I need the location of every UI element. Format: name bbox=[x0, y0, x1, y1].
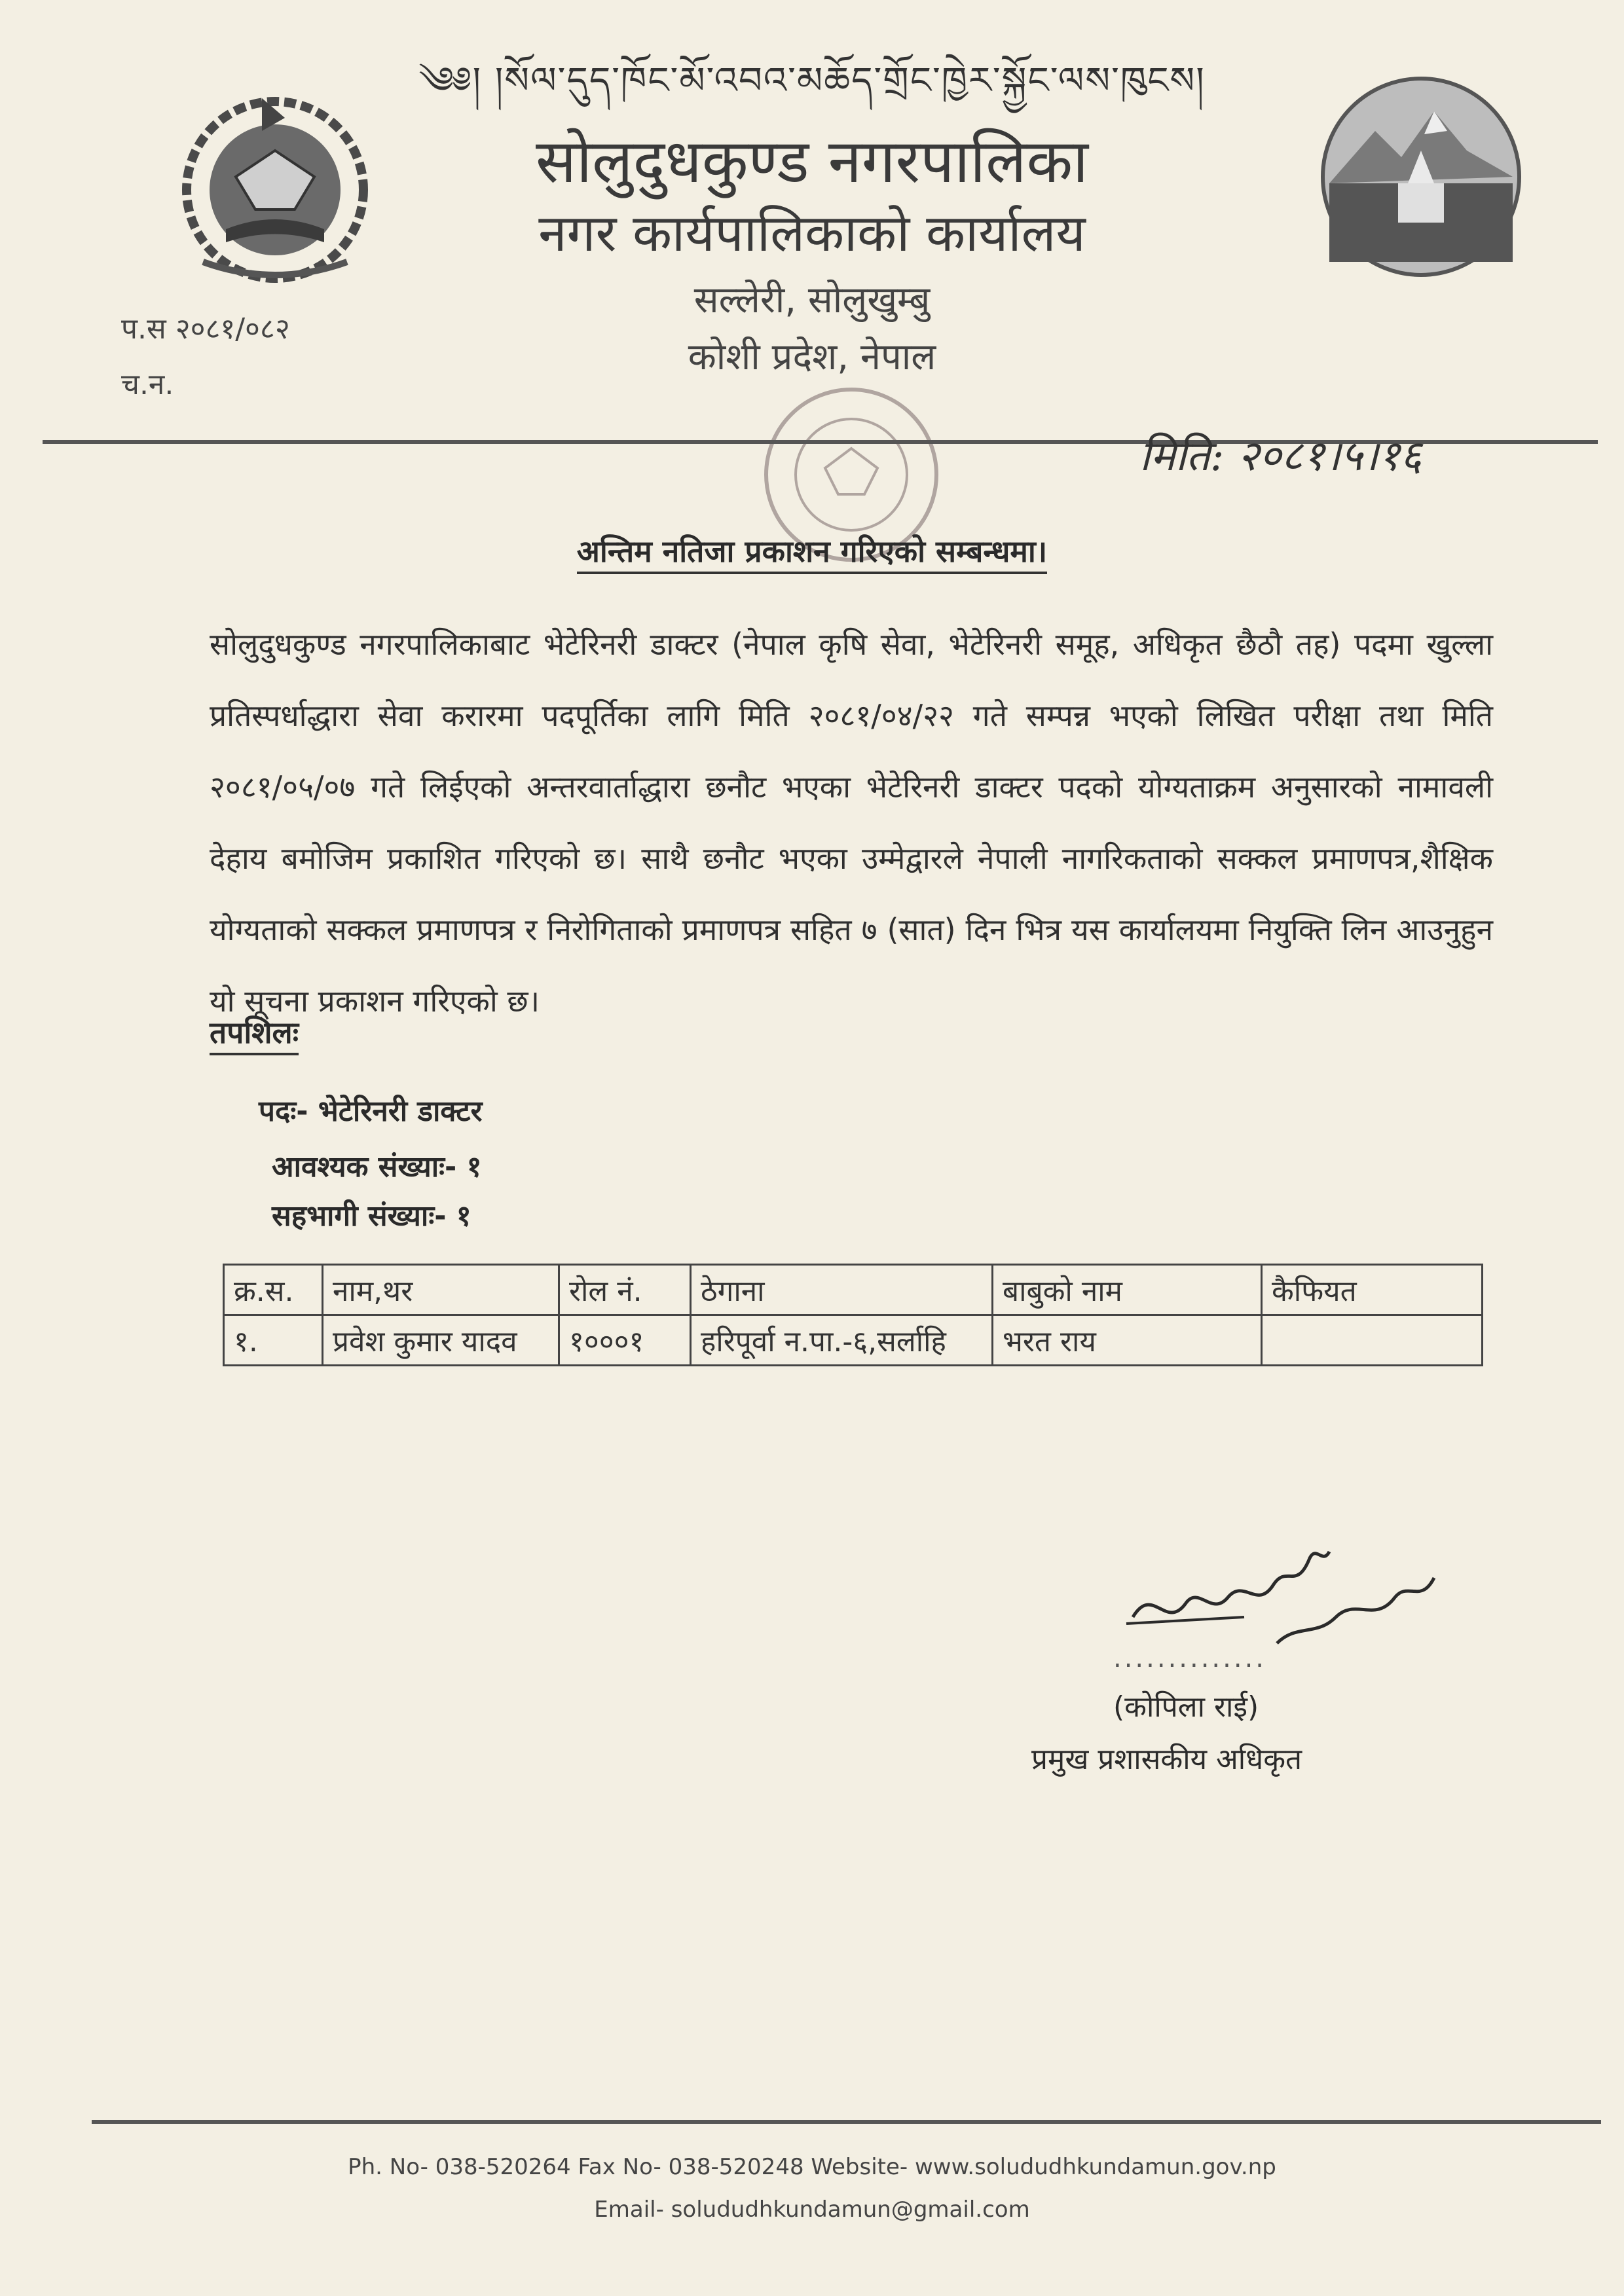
col-father-name: बाबुको नाम bbox=[993, 1265, 1262, 1315]
footer-email: Email- solududhkundamun@gmail.com bbox=[594, 2196, 1030, 2223]
subject-line bbox=[0, 530, 1624, 571]
details-heading-text: तपशिलः bbox=[210, 1015, 299, 1055]
table-header-row bbox=[224, 1265, 1483, 1315]
footer-divider bbox=[92, 2120, 1601, 2124]
office-name: नगर कार्यपालिकाको कार्यालय bbox=[538, 204, 1086, 263]
signature-dots: .............. bbox=[1113, 1643, 1267, 1673]
details-heading bbox=[210, 1011, 299, 1052]
footer-contact: Ph. No- 038-520264 Fax No- 038-520248 Website- www.solududhkundamun.gov.np bbox=[348, 2154, 1276, 2180]
post-name: पदः- भेटेरिनरी डाक्टर bbox=[259, 1095, 483, 1128]
required-count: आवश्यक संख्याः- १ bbox=[272, 1150, 482, 1184]
col-name: नाम,थर bbox=[323, 1265, 559, 1315]
participant-count: सहभागी संख्याः- १ bbox=[272, 1199, 471, 1233]
result-table bbox=[223, 1264, 1483, 1366]
signatory-name: (कोपिला राई) bbox=[1113, 1690, 1259, 1724]
col-address: ठेगाना bbox=[691, 1265, 993, 1315]
subject-text: अन्तिम नतिजा प्रकाशन गरिएको सम्बन्धमा। bbox=[577, 534, 1047, 574]
col-serial: क्र.स. bbox=[224, 1265, 323, 1315]
handwritten-signature bbox=[1113, 1506, 1454, 1656]
dispatch-number: च.न. bbox=[121, 368, 174, 401]
cell-father-name: भरत राय bbox=[993, 1315, 1262, 1366]
notice-body: सोलुदुधकुण्ड नगरपालिकाबाट भेटेरिनरी डाक्टर (नेपाल कृषि सेवा, भेटेरिनरी समूह, अधिकृत छैठौ तह) पदमा खुल्ला प्रतिस्पर्धाद्धारा सेवा करारमा पदपूर्तिका लागि मिति २०८१/०४/२२ गते सम्पन्न भएको लिखित परीक्षा तथा मिति २०८१/०५/०७ गते लिईएको अन्तरवार्ताद्धारा छनौट भएका भेटेरिनरी डाक्टर पदको योग्यताक्रम अनुसारको नामावली देहाय बमोजिम प्रकाशित गरिएको छ। साथै छनौट भएका उम्मेद्वारले नेपाली नागरिकताको सक्कल प्रमाणपत्र,शैक्षिक योग्यताको सक्कल प्रमाणपत्र र निरोगिताको प्रमाणपत्र सहित ७ (सात) दिन भित्र यस कार्यालयमा नियुक्ति लिन आउनुहुन यो सूचना प्रकाशन गरिएको छ। bbox=[210, 627, 1493, 1019]
signatory-title: प्रमुख प्रशासकीय अधिकृत bbox=[1031, 1743, 1302, 1776]
location-line-2: कोशी प्रदेश, नेपाल bbox=[688, 336, 936, 378]
col-remarks: कैफियत bbox=[1262, 1265, 1483, 1315]
location-line-1: सल्लेरी, सोलुखुम्बु bbox=[693, 279, 931, 321]
table-row bbox=[224, 1315, 1483, 1366]
cell-address: हरिपूर्वा न.पा.-६,सर्लाहि bbox=[691, 1315, 993, 1366]
cell-remarks bbox=[1262, 1315, 1483, 1366]
col-roll: रोल नं. bbox=[559, 1265, 691, 1315]
reference-number: प.स २०८१/०८२ bbox=[121, 312, 290, 346]
cell-roll: १०००१ bbox=[559, 1315, 691, 1366]
municipality-name: सोलुदुधकुण्ड नगरपालिका bbox=[536, 126, 1088, 196]
tibetan-title: ༄༅། །སོལ་དུད་ཁོང་མོ་འབའ་མཆོད་གྲོང་ཁྱེར་སྐྱོང་ལས་ཁུངས། bbox=[418, 60, 1206, 102]
notice-date: मिति: २०८१।५।१६ bbox=[1139, 432, 1422, 481]
cell-name: प्रवेश कुमार यादव bbox=[323, 1315, 559, 1366]
cell-serial: १. bbox=[224, 1315, 323, 1366]
